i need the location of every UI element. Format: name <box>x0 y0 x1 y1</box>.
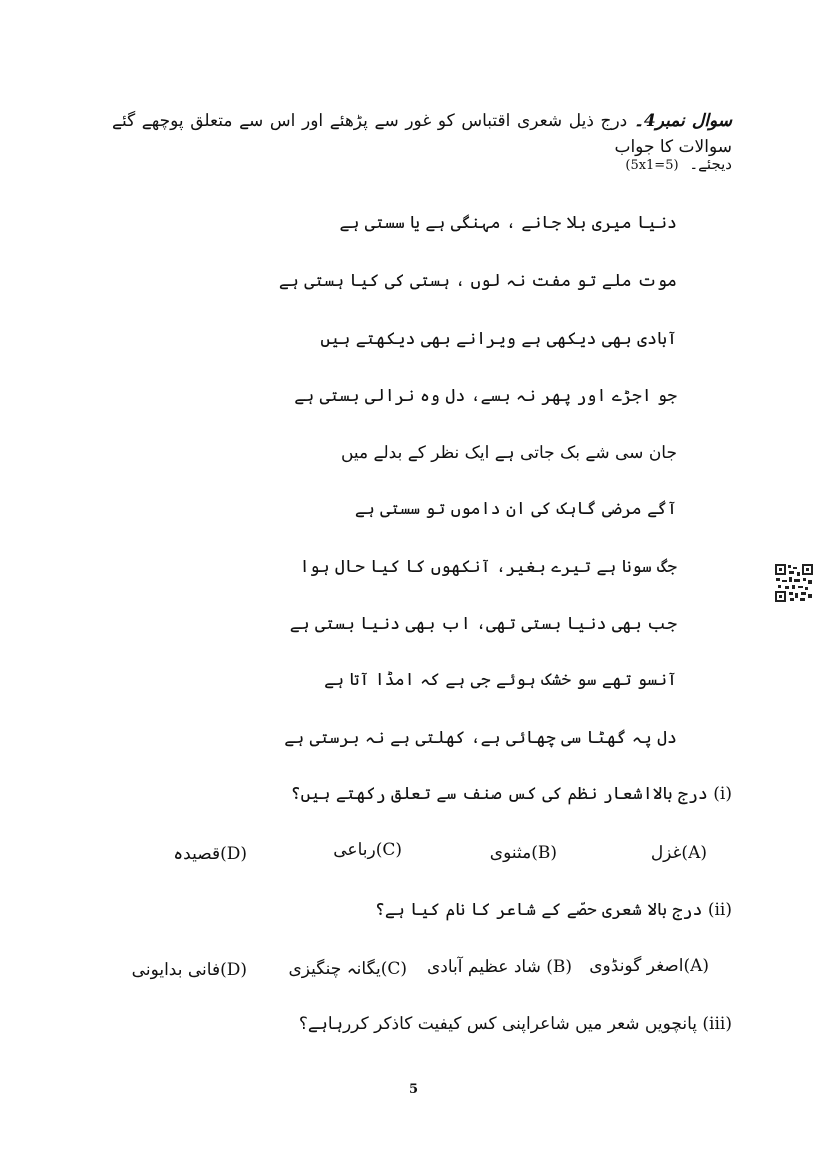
poem-line: جب بھی دنیا بستی تھی، اب بھی دنیا بستی ہے <box>289 614 677 634</box>
option-a: (A)اصغر گونڈوی <box>589 956 709 976</box>
poem-line: آنسو تھے سو خشک ہوئے جی ہے کہ امڈا آتا ہے <box>324 670 677 690</box>
question-instruction-end-line <box>625 155 732 173</box>
sub-question-number: (iii) <box>702 1014 732 1034</box>
sub-question-2 <box>375 899 732 920</box>
option-d: (D)قصیدہ <box>173 844 247 864</box>
sub-question-text: درج بالااشعار نظم کی کس صنف سے تعلق رکھتے ہیں؟ <box>290 784 708 804</box>
question-marks: (5x1=5) <box>625 158 679 173</box>
poem-line: جگ سونا ہے تیرے بغیر، آنکھوں کا کیا حال ہوا <box>299 557 677 577</box>
option-b: (B) شاد عظیم آبادی <box>426 957 572 977</box>
poem-line: موت ملے تو مفت نہ لوں ، ہستی کی کیا ہستی ہے <box>278 271 677 291</box>
qr-code-icon <box>774 563 814 603</box>
question-instruction: درج ذیل شعری اقتباس کو غور سے پڑھئے اور اس سے متعلق پوچھے گئے سوالات کا جواب <box>112 111 732 157</box>
question-header <box>112 108 732 160</box>
question-instruction-end: دیجئے۔ <box>689 155 732 173</box>
sub-question-3 <box>299 1013 732 1034</box>
poem-line: آبادی بھی دیکھی ہے ویرانے بھی دیکھتے ہیں <box>320 329 677 349</box>
sub-question-number: (ii) <box>707 900 732 920</box>
poem-line: دل پہ گھٹا سی چھائی ہے، کھلتی ہے نہ برستی ہے <box>284 728 677 748</box>
sub-question-1 <box>291 783 732 804</box>
option-a: (A)غزل <box>650 843 707 863</box>
poem-line: دنیا میری بلا جانے ، مہنگی ہے یا سستی ہے <box>339 213 677 233</box>
question-label: سوال نمبر4۔ <box>633 111 733 131</box>
option-c: (C)یگانہ چنگیزی <box>288 959 407 979</box>
poem-line: آگے مرضی گاہک کی ان داموں تو سستی ہے <box>354 499 677 519</box>
option-b: (B)مثنوی <box>489 843 557 863</box>
option-d: (D)فانی بدایونی <box>131 960 247 980</box>
poem-line: جو اجڑے اور پھر نہ بسے، دل وہ نرالی بستی ہے <box>294 386 677 406</box>
option-c: (C)رباعی <box>333 840 402 860</box>
sub-question-text: درج بالا شعری حصّے کے شاعر کا نام کیا ہے؟ <box>374 900 703 920</box>
sub-question-text: پانچویں شعر میں شاعراپنی کس کیفیت کاذکر کررہاہے؟ <box>298 1014 697 1034</box>
sub-question-number: (i) <box>713 784 732 804</box>
poem-line: جان سی شے بک جاتی ہے ایک نظر کے بدلے میں <box>340 443 677 463</box>
page-number: 5 <box>408 1082 419 1097</box>
